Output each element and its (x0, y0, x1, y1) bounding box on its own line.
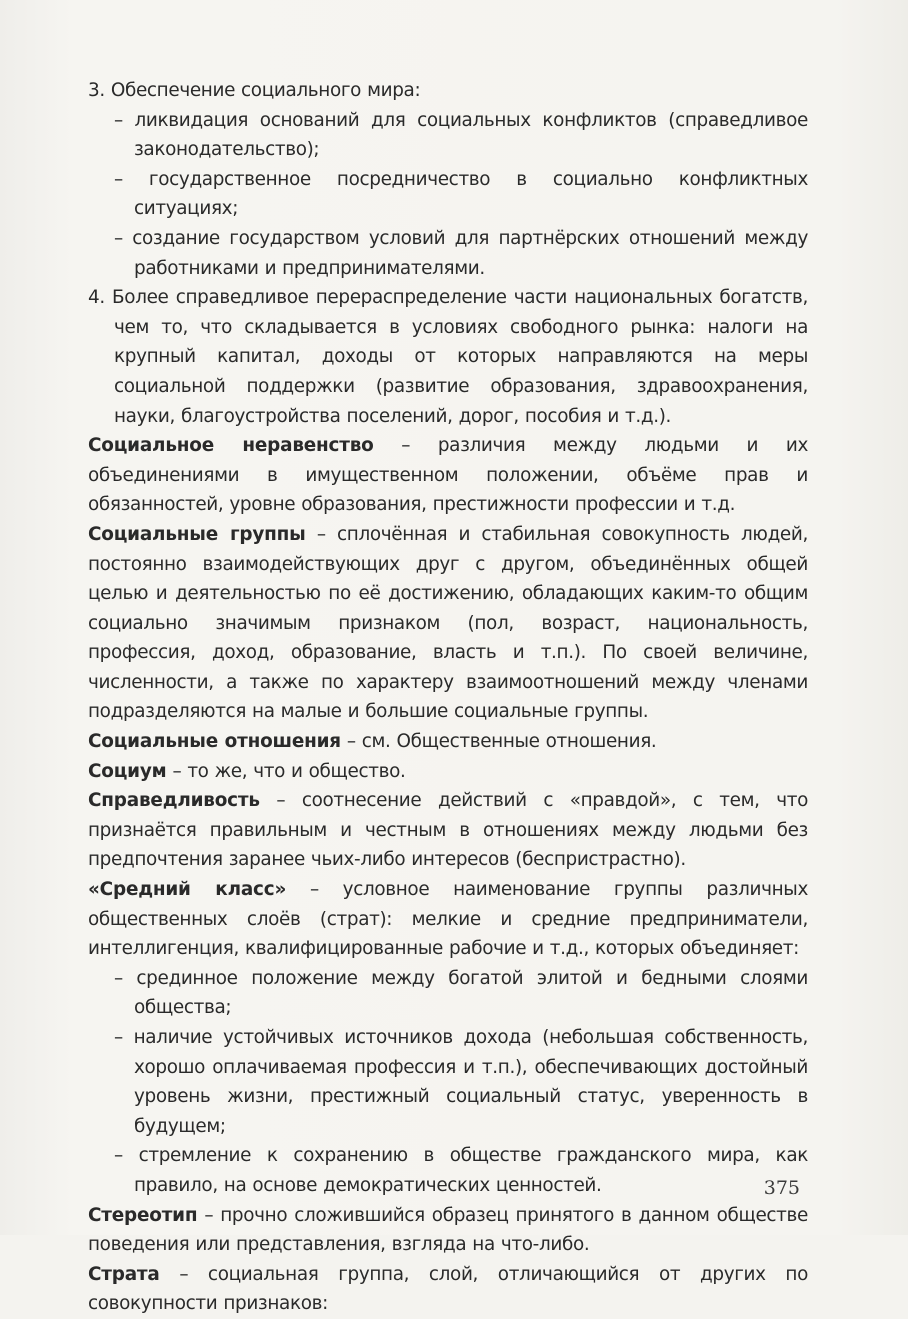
list-item-3-subitem: – ликвидация оснований для социальных конфликтов (справедливое законодательство); (114, 109, 808, 161)
glossary-term: Социальное неравенство (88, 435, 374, 457)
glossary-entry-strata (88, 1260, 808, 1319)
glossary-definition: – прочно сложившийся образец принятого в данном обществе поведения или представления, взгляда на что-либо. (88, 1204, 808, 1256)
glossary-entry-stereotype (88, 1201, 808, 1260)
glossary-entry-socium (88, 757, 808, 787)
glossary-definition: – условное наименование группы различных общественных слоёв (страт): мелкие и средние предприниматели, интеллигенция, квалифицированные рабочие и т.д., которых объединяет: (88, 879, 808, 960)
middle-class-subitem: – наличие устойчивых источников дохода (небольшая собственность, хорошо оплачиваемая профессия и т.п.), обеспечивающих достойный уровень жизни, престижный социальный статус, уверенность в будущем; (114, 1027, 808, 1137)
glossary-entry-social-relations (88, 727, 808, 757)
glossary-entry-social-inequality (88, 431, 808, 520)
glossary-entry-middle-class (88, 875, 808, 964)
glossary-definition: – различия между людьми и их объединениями в имущественном положении, объёме прав и обязанностей, уровне образования, престижности профессии и т.д. (88, 435, 808, 516)
glossary-definition: – социальная группа, слой, отличающийся от других по совокупности признаков: (88, 1263, 808, 1315)
page-number: 375 (763, 1177, 800, 1199)
glossary-term: Социальные отношения (88, 731, 341, 753)
glossary-definition: – сплочённая и стабильная совокупность людей, постоянно взаимодействующих друг с другом, объединённых общей целью и деятельностью по её достижению, обладающих каким-то общим социально значимым признаком (пол, возраст, национальность, профессия, доход, образование, власть и т.п.). По своей величине, численности, а также по характеру взаимоотношений между членами подразделяются на малые и большие социальные группы. (88, 523, 808, 723)
glossary-entry-social-groups (88, 520, 808, 727)
list-item-3-subitem: – создание государством условий для партнёрских отношений между работниками и предпринимателями. (114, 227, 808, 279)
glossary-term: «Средний класс» (88, 879, 287, 901)
glossary-definition: – см. Общественные отношения. (340, 731, 657, 753)
list-item-4: 4. Более справедливое перераспределение части национальных богатств, чем то, что складывается в условиях свободного рынка: налоги на крупный капитал, доходы от которых направляются на меры социальной поддержки (развитие образования, здравоохранения, науки, благоустройства поселений, дорог, пособия и т.д.). (88, 287, 808, 427)
middle-class-subitem: – срединное положение между богатой элитой и бедными слоями общества; (114, 967, 808, 1019)
glossary-term: Социальные группы (88, 523, 306, 545)
page-content (88, 76, 808, 1319)
list-item-3: 3. Обеспечение социального мира: (88, 80, 421, 101)
glossary-term: Стереотип (88, 1204, 198, 1226)
glossary-term: Справедливость (88, 790, 260, 812)
list-item-3-subitem: – государственное посредничество в социально конфликтных ситуациях; (114, 168, 808, 220)
middle-class-subitem: – стремление к сохранению в обществе гражданского мира, как правило, на основе демократических ценностей. (114, 1145, 808, 1196)
glossary-term: Страта (88, 1263, 160, 1285)
glossary-definition: – то же, что и общество. (166, 760, 406, 782)
glossary-entry-justice (88, 786, 808, 875)
glossary-term: Социум (88, 760, 167, 782)
glossary-definition: – соотнесение действий с «правдой», с тем, что признаётся правильным и честным в отношениях между людьми без предпочтения заранее чьих-либо интересов (беспристрастно). (88, 790, 808, 871)
